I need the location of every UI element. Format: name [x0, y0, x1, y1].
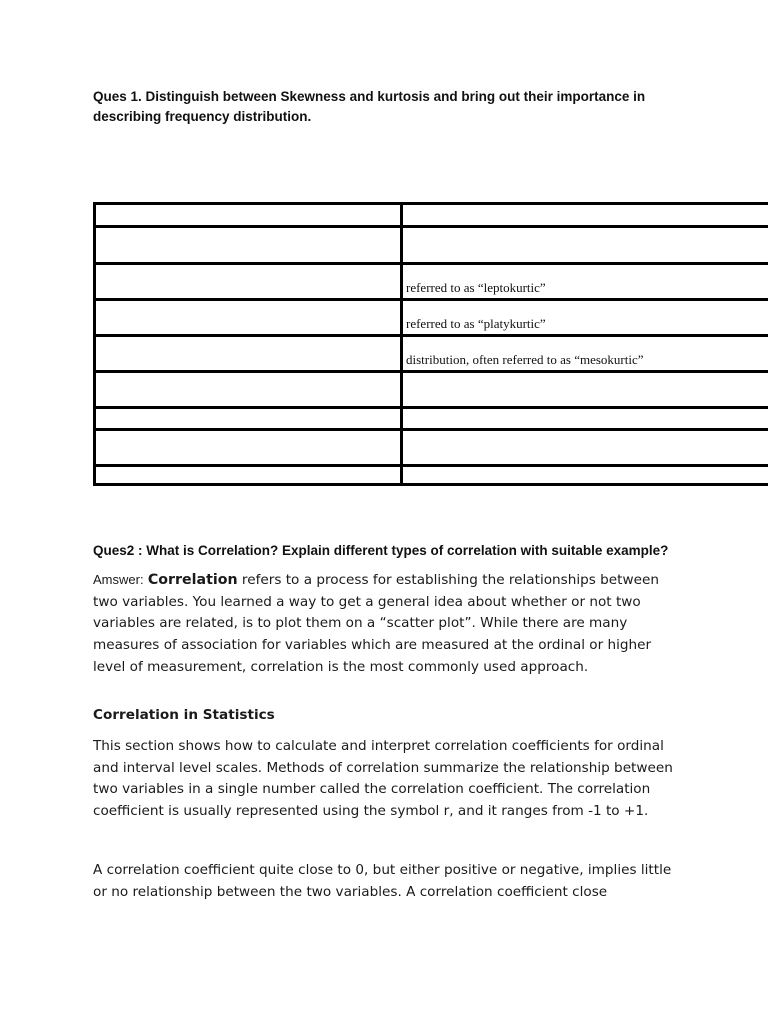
table-cell-left [96, 467, 403, 486]
table-cell-left [96, 373, 403, 406]
table-cell-right: referred to as “leptokurtic” [406, 280, 546, 295]
table-row [96, 228, 768, 265]
table-row [96, 265, 768, 301]
answer-paragraph [93, 569, 678, 679]
table-cell-right: distribution, often referred to as “mesokurtic” [406, 352, 644, 367]
table-row [96, 373, 768, 409]
question-2-heading: Ques2 : What is Correlation? Explain different types of correlation with suitable example? [93, 543, 669, 558]
table-row [96, 467, 768, 486]
question-1-heading: Ques 1. Distinguish between Skewness and kurtosis and bring out their importance in describing frequency distribution. [93, 89, 646, 124]
skewness-kurtosis-table [93, 202, 768, 486]
table-cell-left [96, 337, 403, 370]
table-cell-left [96, 431, 403, 464]
table-row [96, 409, 768, 431]
answer-text: refers to a process for establishing the relationships between two variables. You learned a way to get a general idea about whether or not two variables are related, is to plot them on a “scatter plot”. While there are many measures of association for variables which are measured at the ordinal or higher level of measurement, correlation is the most commonly used approach. [93, 572, 659, 675]
section-paragraph-1: This section shows how to calculate and interpret correlation coefficients for ordinal and interval level scales. Methods of correlation summarize the relationship between two variables in a single number called the correlation coefficient. The correlation coefficient is usually represented using the symbol r, and it ranges from -1 to +1. [93, 738, 673, 820]
table-cell-right: referred to as “platykurtic” [406, 316, 546, 331]
table-row [96, 301, 768, 337]
section-paragraph-2: A correlation coefficient quite close to 0, but either positive or negative, implies little or no relationship between the two variables. A correlation coefficient close [93, 862, 672, 900]
table-cell-left [96, 205, 403, 225]
table-row [96, 431, 768, 467]
answer-term: Correlation [147, 572, 238, 588]
table-row [96, 205, 768, 228]
table-cell-left [96, 409, 403, 428]
table-cell-left [96, 228, 403, 262]
table-cell-left [96, 301, 403, 334]
section-heading: Correlation in Statistics [93, 707, 275, 723]
answer-label: Amswer: [93, 572, 144, 587]
table-row [96, 337, 768, 373]
table-cell-left [96, 265, 403, 298]
